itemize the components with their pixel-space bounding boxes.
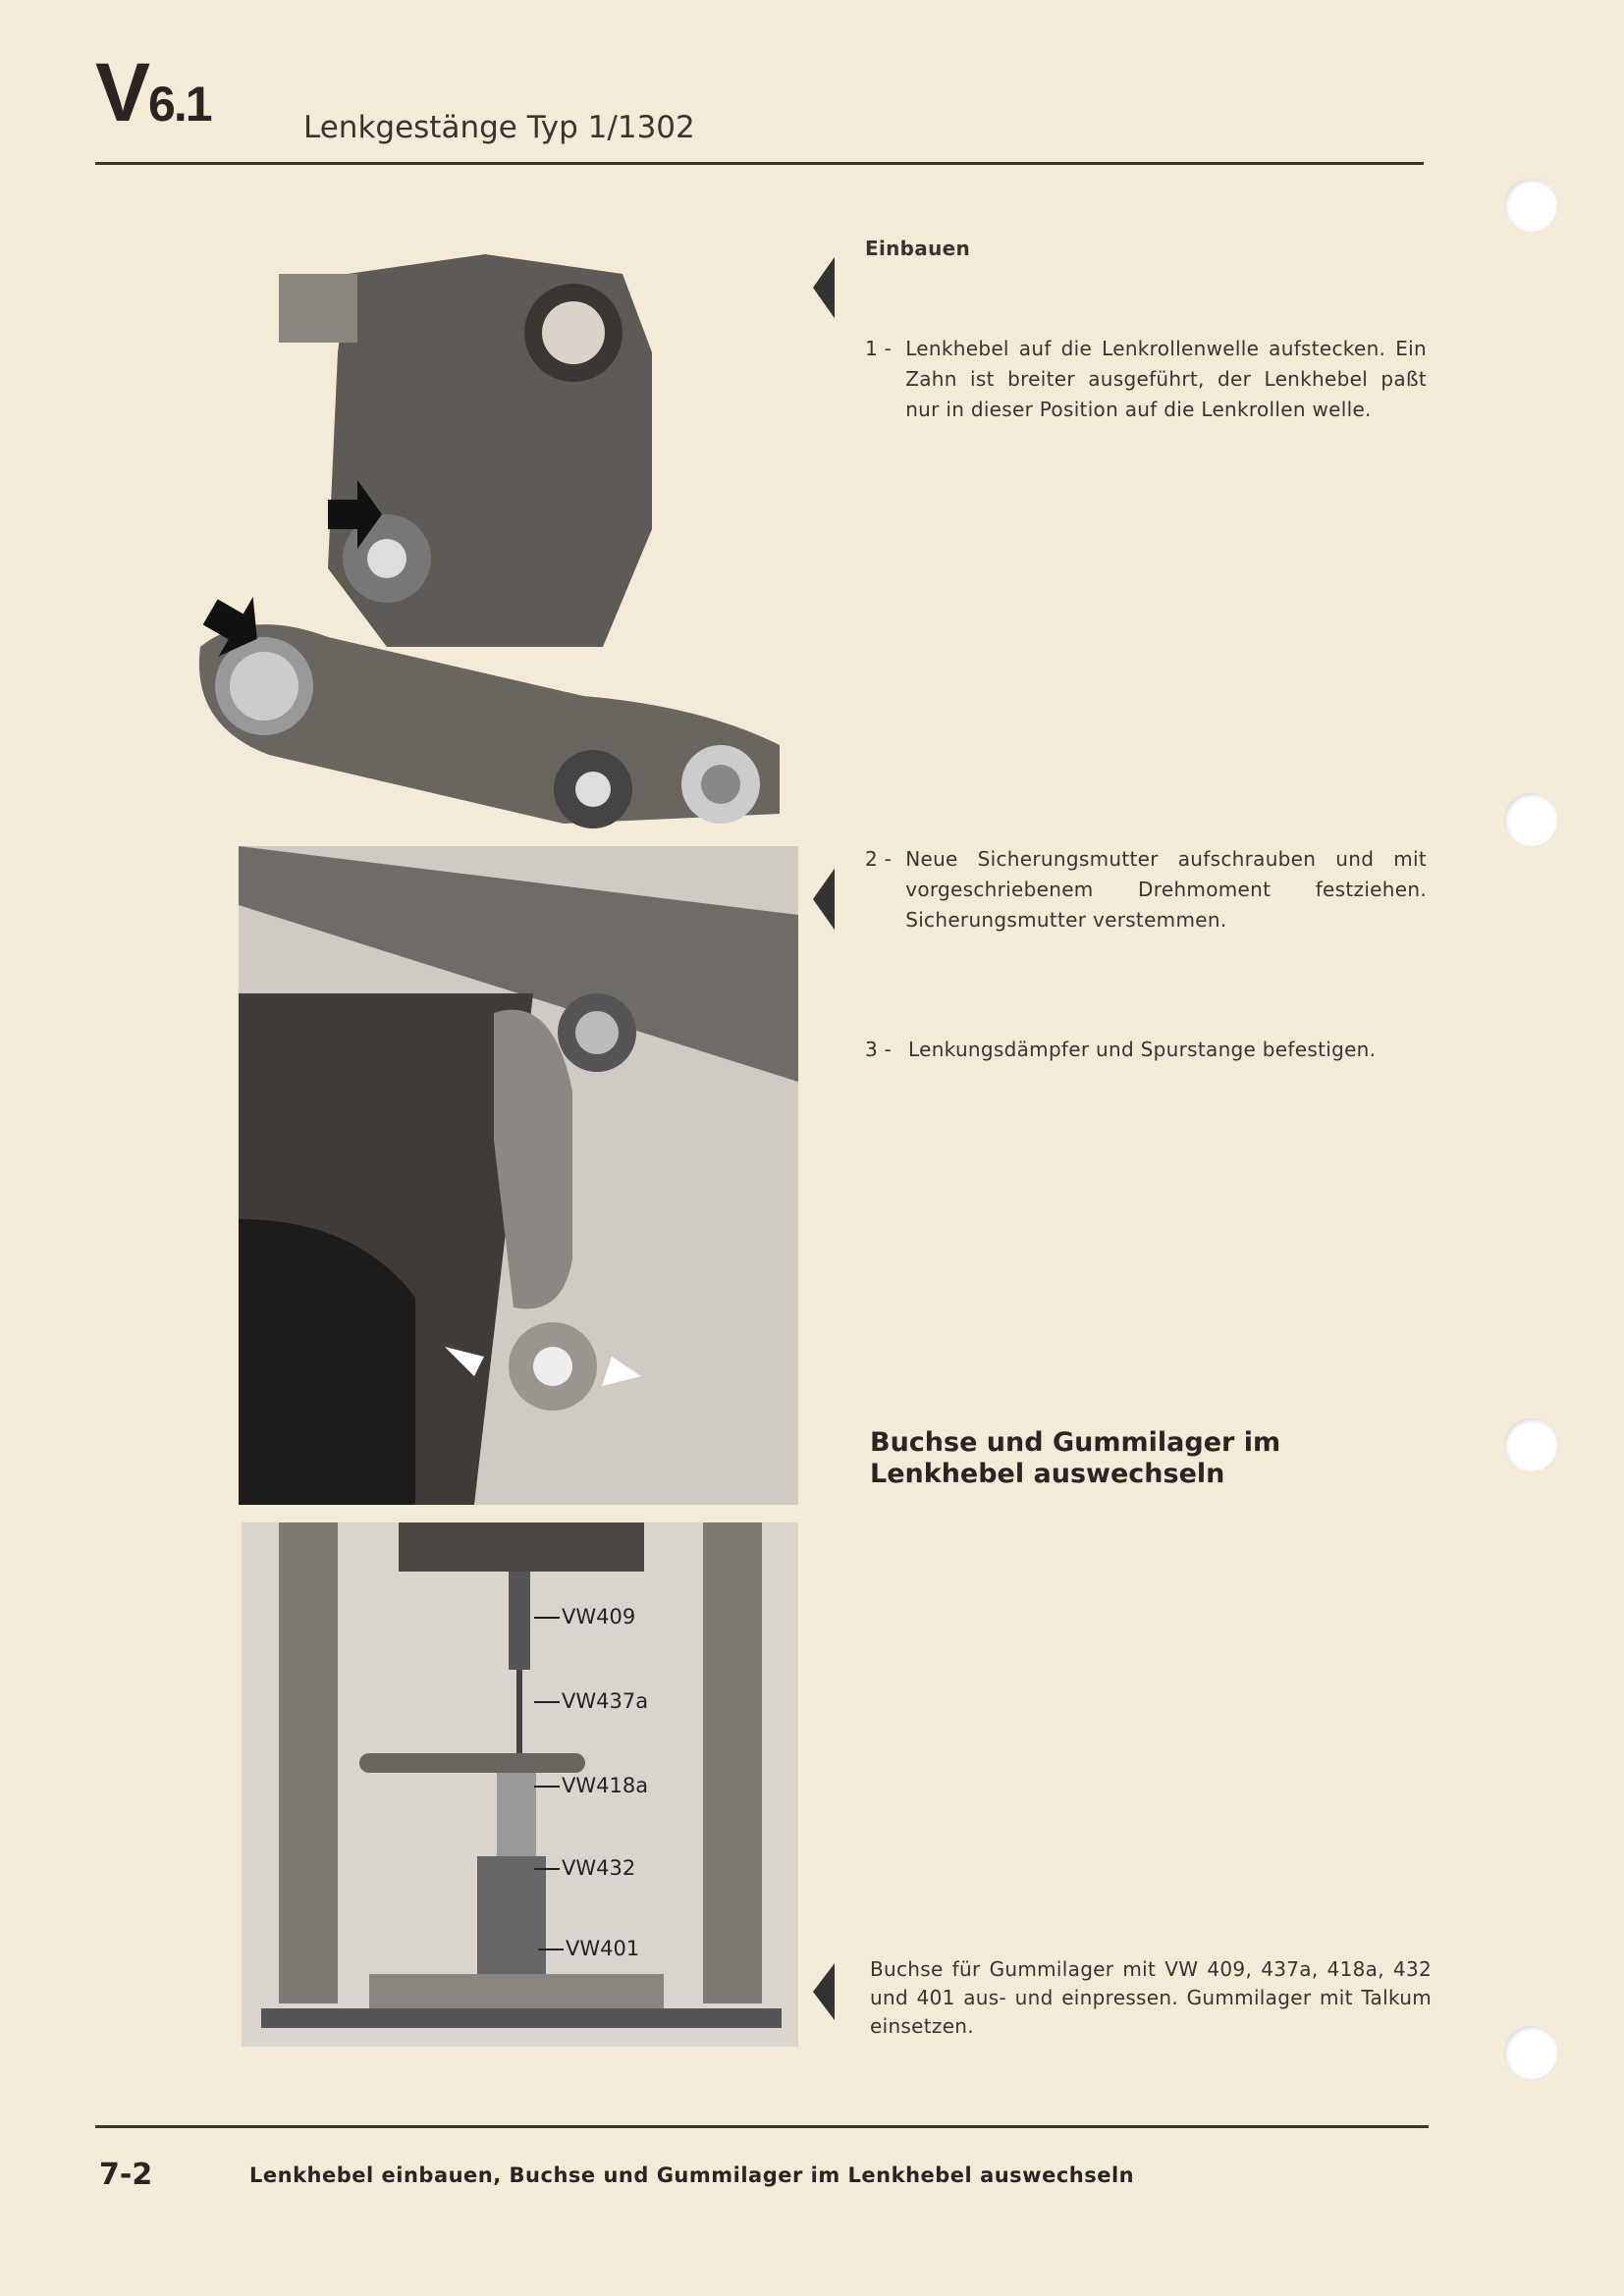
pointer-arrow-icon [813,235,835,341]
step-number: 3 - [865,1038,893,1061]
step-1 [865,334,1427,425]
header-rule [95,162,1424,165]
footer-rule [95,2125,1429,2128]
photo-steering-box-and-arm [190,235,799,835]
page-number: 7-2 [99,2158,153,2192]
section-major: V [95,46,149,138]
section-number [95,46,211,138]
step-number: 2 - [865,847,893,871]
punch-hole [1504,2026,1557,2079]
step-3 [865,1035,1427,1065]
tool-label: VW418a [534,1774,648,1797]
step-2 [865,844,1427,935]
section-minor: 6.1 [148,77,211,132]
tool-label: VW437a [534,1689,648,1713]
punch-hole [1504,1418,1557,1471]
tool-label: VW432 [534,1856,635,1880]
punch-hole [1504,179,1557,232]
photo-press-tools [242,1522,798,2047]
tool-label: VW401 [538,1937,639,1960]
step-number: 1 - [865,337,893,360]
pointer-arrow-icon [813,1943,835,2041]
bushing-instructions: Buchse für Gummilager mit VW 409, 437a, 418a, 432 und 401 aus- und einpressen. Gummilager mit Talkum einsetzen. [870,1957,1432,2038]
heading-bushing: Buchse und Gummilager im Lenkhebel auswechseln [870,1427,1281,1489]
step-text: Neue Sicherungsmutter aufschrauben und mit vorgeschriebenem Drehmoment festziehen. Sicherungsmutter verstemmen. [905,847,1427,932]
heading-install: Einbauen [865,237,971,260]
footer-caption: Lenkhebel einbauen, Buchse und Gummilager im Lenkhebel auswechseln [249,2163,1135,2187]
step-text: Lenkungsdämpfer und Spurstange befestigen. [908,1038,1377,1061]
page-title: Lenkgestänge Typ 1/1302 [303,110,695,145]
step-text: Lenkhebel auf die Lenkrollenwelle aufstecken. Ein Zahn ist breiter ausgeführt, der Lenkhebel paßt nur in dieser Position auf die Lenkrollen welle. [905,337,1427,421]
tool-label: VW409 [534,1605,635,1629]
punch-hole [1504,793,1557,846]
photo-installed-steering-arm [239,846,798,1505]
pointer-arrow-icon [813,846,835,952]
